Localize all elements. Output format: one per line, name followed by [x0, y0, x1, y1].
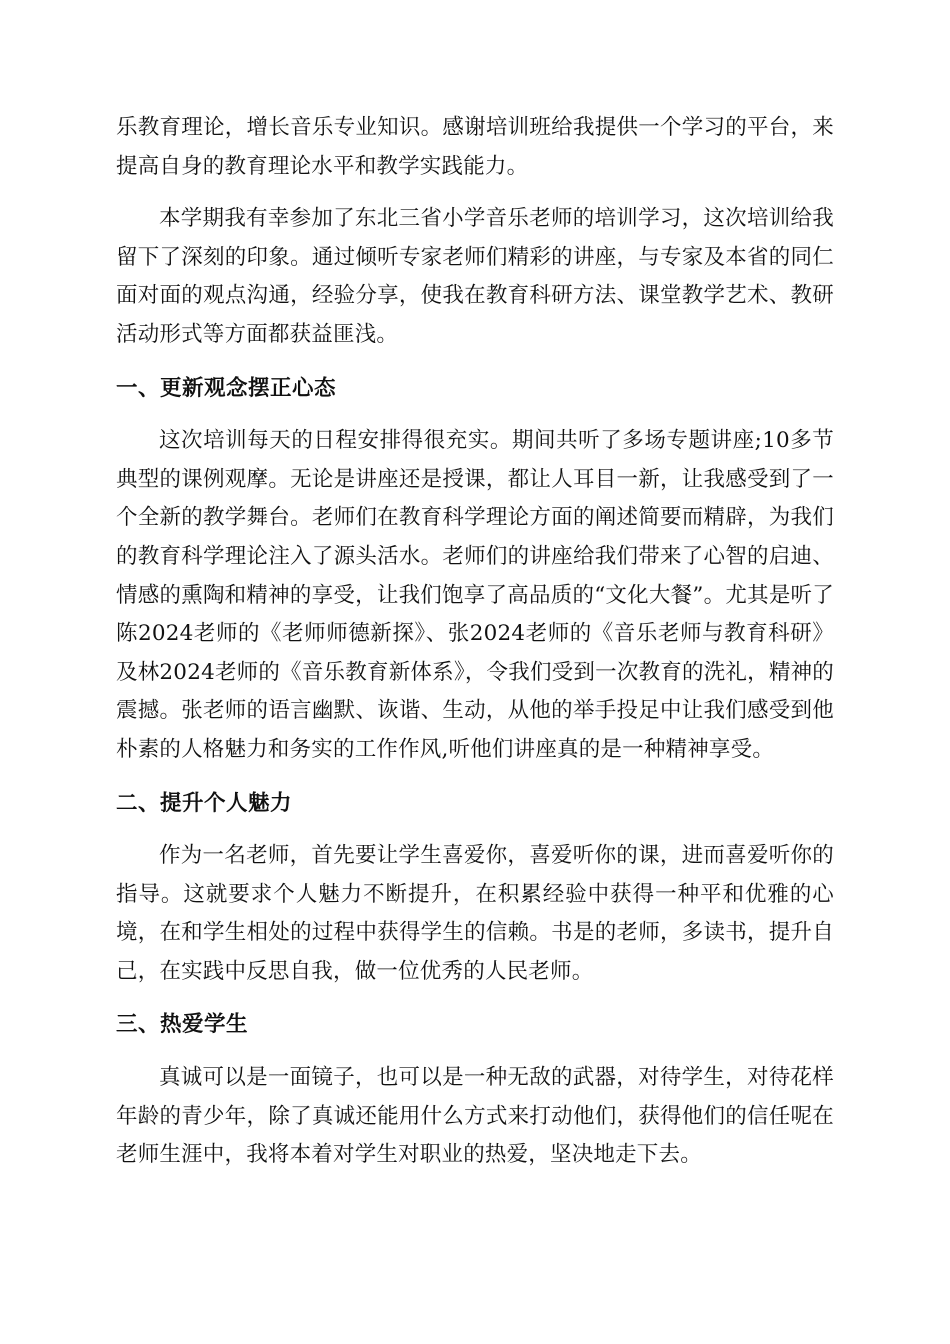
section-heading-3: 三、热爱学生	[116, 1012, 249, 1038]
section-heading-2: 二、提升个人魅力	[116, 790, 293, 816]
paragraph-intro: 本学期我有幸参加了东北三省小学音乐老师的培训学习，这次培训给我留下了深刻的印象。通过倾听专家老师们精彩的讲座，与专家及本省的同仁面对面的观点沟通，经验分享，使我在教育科研方法、课堂教学艺术、教研活动形式等方面都获益匪浅。	[116, 206, 834, 347]
paragraph-continuation: 乐教育理论，增长音乐专业知识。感谢培训班给我提供一个学习的平台，来提高自身的教育理论水平和教学实践能力。	[116, 115, 834, 179]
section-heading-1: 一、更新观念摆正心态	[116, 375, 337, 401]
paragraph-section-1: 这次培训每天的日程安排得很充实。期间共听了多场专题讲座;10多节典型的课例观摩。无论是讲座还是授课，都让人耳目一新，让我感受到了一个全新的教学舞台。老师们在教育科学理论方面的阐述简要而精辟，为我们的教育科学理论注入了源头活水。老师们的讲座给我们带来了心智的启迪、情感的熏陶和精神的享受，让我们饱享了高品质的“文化大餐”。尤其是听了陈2024老师的《老师师德新探》、张2024老师的《音乐老师与教育科研》及林2024老师的《音乐教育新体系》，令我们受到一次教育的洗礼，精神的震撼。张老师的语言幽默、诙谐、生动，从他的举手投足中让我们感受到他朴素的人格魅力和务实的工作作风,听他们讲座真的是一种精神享受。	[116, 428, 834, 762]
paragraph-section-3: 真诚可以是一面镜子，也可以是一种无敌的武器，对待学生，对待花样年龄的青少年，除了真诚还能用什么方式来打动他们，获得他们的信任呢在老师生涯中，我将本着对学生对职业的热爱，坚决地走下去。	[116, 1065, 834, 1168]
paragraph-section-2: 作为一名老师，首先要让学生喜爱你，喜爱听你的课，进而喜爱听你的指导。这就要求个人魅力不断提升，在积累经验中获得一种平和优雅的心境，在和学生相处的过程中获得学生的信赖。书是的老师，多读书，提升自己，在实践中反思自我，做一位优秀的人民老师。	[116, 843, 834, 984]
